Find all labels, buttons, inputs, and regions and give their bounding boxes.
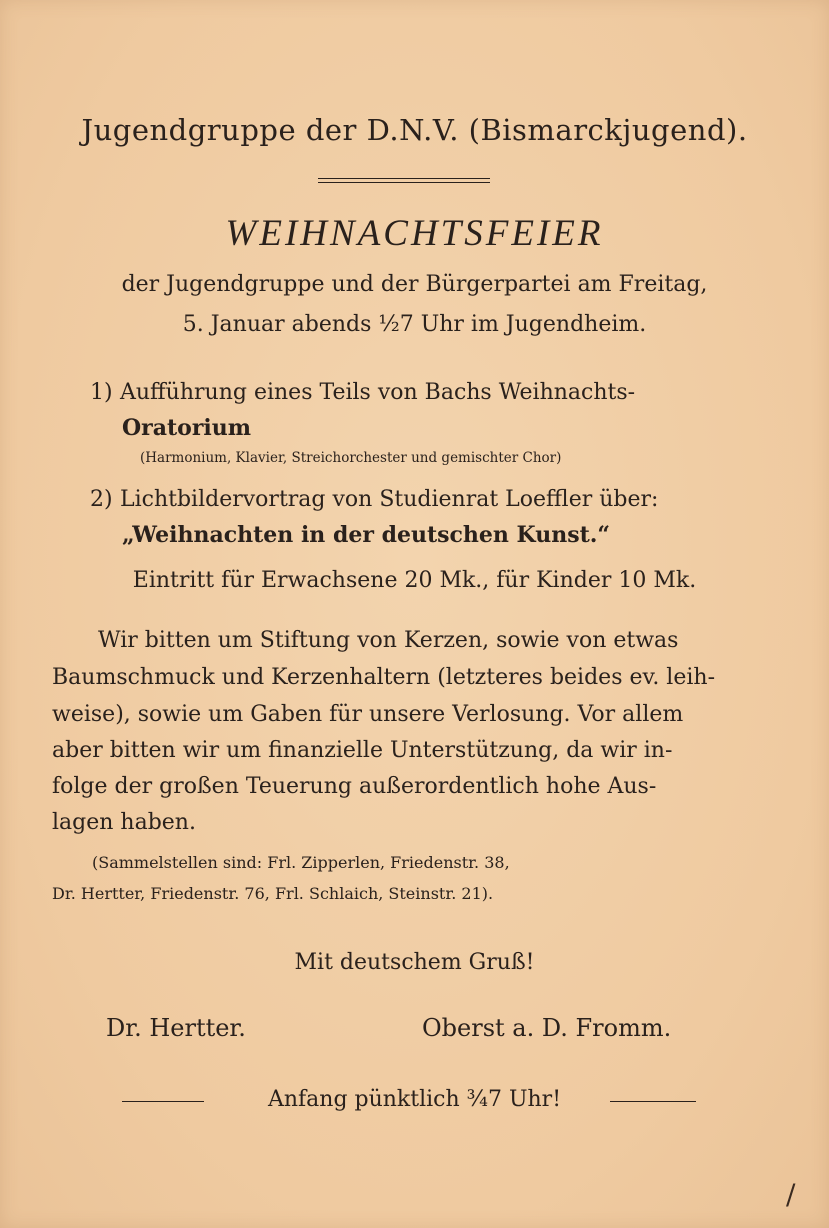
program-item-1-continuation: Oratorium	[122, 415, 252, 441]
pencil-mark: /	[786, 1178, 796, 1211]
appeal-line-1: Wir bitten um Stiftung von Kerzen, sowie von etwas	[98, 628, 679, 653]
program-item-2	[90, 487, 658, 512]
admission-prices: Eintritt für Erwachsene 20 Mk., für Kinder 10 Mk.	[132, 568, 697, 593]
program-item-2-continuation: „Weihnachten in der deutschen Kunst.“	[122, 522, 611, 548]
collection-line-1: (Sammelstellen sind: Frl. Zipperlen, Friedenstr. 38,	[92, 853, 510, 872]
intro-line-2: 5. Januar abends ½7 Uhr im Jugendheim.	[182, 312, 647, 337]
program-number-1: 1)	[90, 380, 113, 405]
collection-line-2: Dr. Hertter, Friedenstr. 76, Frl. Schlaich, Steinstr. 21).	[52, 884, 494, 903]
program-number-2: 2)	[90, 487, 113, 512]
greeting: Mit deutschem Gruß!	[294, 950, 535, 975]
program-item-2-text: Lichtbildervortrag von Studienrat Loeffler über:	[120, 487, 659, 512]
appeal-line-6: lagen haben.	[52, 810, 196, 835]
program-item-1-text: Aufführung eines Teils von Bachs Weihnachts-	[120, 380, 636, 405]
program-item-1	[90, 380, 635, 405]
signature-right: Oberst a. D. Fromm.	[422, 1014, 672, 1042]
program-item-1-note: (Harmonium, Klavier, Streichorchester und gemischter Chor)	[140, 450, 562, 466]
appeal-line-2: Baumschmuck und Kerzenhaltern (letzteres beides ev. leih-	[52, 665, 715, 690]
footer-rule-right	[610, 1101, 696, 1102]
decorative-rule	[318, 178, 490, 179]
start-time-notice: Anfang pünktlich ¾7 Uhr!	[267, 1087, 562, 1112]
signature-left: Dr. Hertter.	[106, 1014, 246, 1042]
appeal-line-3: weise), sowie um Gaben für unsere Verlosung. Vor allem	[52, 702, 684, 727]
intro-line-1: der Jugendgruppe und der Bürgerpartei am Freitag,	[121, 272, 708, 297]
appeal-line-4: aber bitten wir um finanzielle Unterstützung, da wir in-	[52, 738, 673, 763]
event-title: WEIHNACHTSFEIER	[225, 213, 604, 254]
organization-heading: Jugendgruppe der D.N.V. (Bismarckjugend).	[81, 113, 748, 147]
appeal-line-5: folge der großen Teuerung außerordentlich hohe Aus-	[52, 774, 657, 799]
